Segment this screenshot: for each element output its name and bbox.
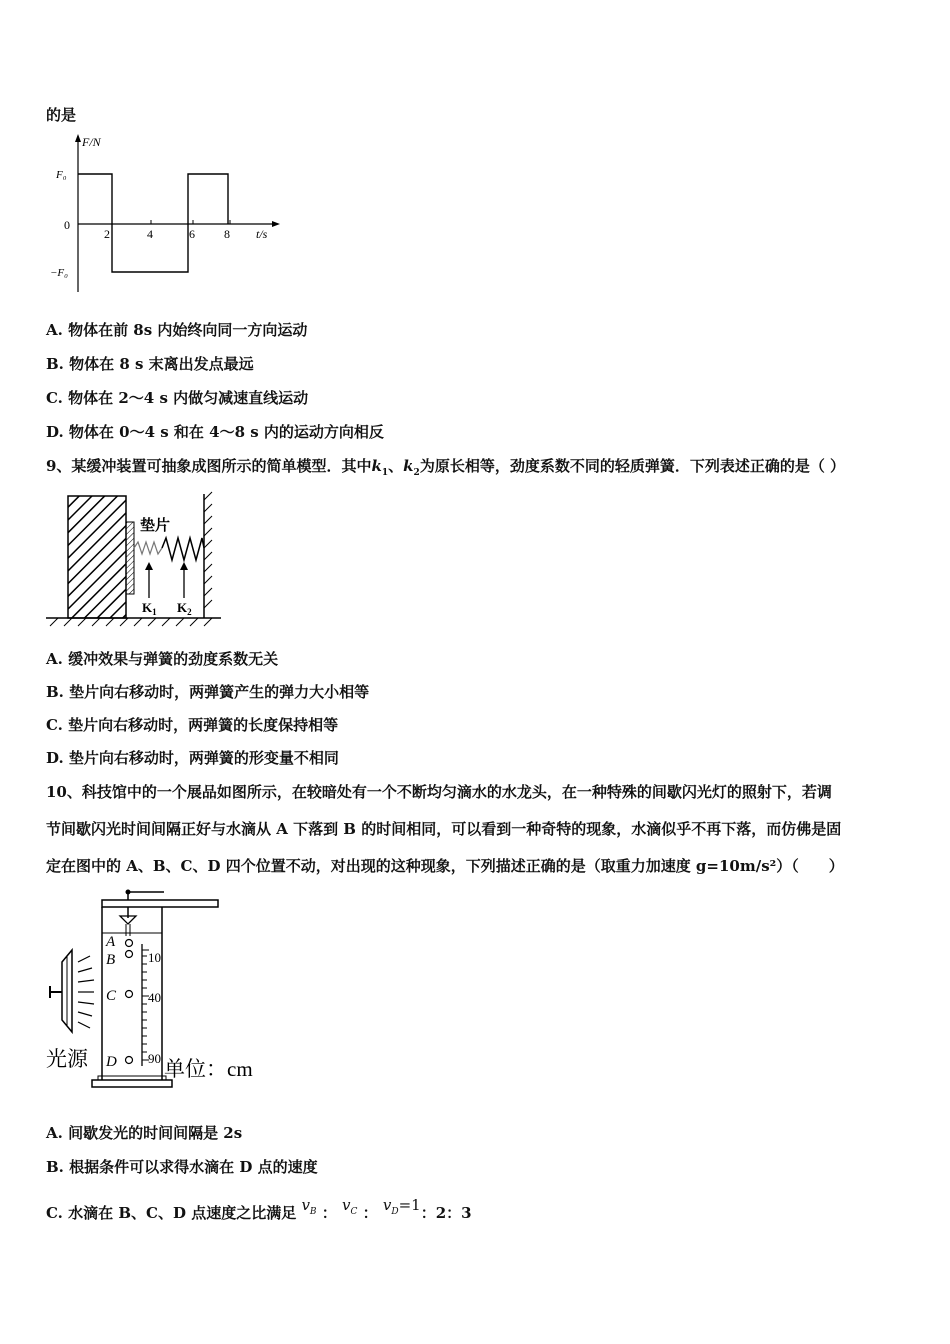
q9-option-a: A. 缓冲效果与弹簧的劲度系数无关 <box>46 650 279 668</box>
q8-option-d: D. 物体在 0～4 s 和在 4～8 s 内的运动方向相反 <box>46 423 384 441</box>
q10-stem-line1: 10、科技馆中的一个展品如图所示，在较暗处有一个不断均匀滴水的水龙头，在一种特殊的间歇闪光灯的照射下，若调 <box>46 783 832 801</box>
scale-90: 90 <box>148 1051 161 1066</box>
k2-label: $K_2$ <box>177 600 192 617</box>
q9-option-d: D. 垫片向右移动时，两弹簧的形变量不相同 <box>46 749 339 767</box>
dripping-faucet-diagram <box>44 886 284 1108</box>
q10-stem-line3: 定在图中的 A、B、C、D 四个位置不动，对出现的这种现象，下列描述正确的是（取重力加速度 g=10m/s²）（ ） <box>46 857 844 875</box>
buffer-device-diagram <box>46 490 226 630</box>
q9-stem: 9、某缓冲装置可抽象成图所示的简单模型．其中$k_1$、$k_2$为原长相等，劲度系数不同的轻质弹簧．下列表述正确的是（ ） <box>46 457 846 478</box>
q10-stem-line2: 节间歇闪光时间间隔正好与水滴从 A 下落到 B 的时间相同，可以看到一种奇特的现象，水滴似乎不再下落，而仿佛是固 <box>46 820 842 838</box>
x-tick-2: 2 <box>104 227 110 241</box>
block <box>68 496 126 618</box>
label-c: C <box>106 988 117 1004</box>
q9-option-c: C. 垫片向右移动时，两弹簧的长度保持相等 <box>46 716 339 734</box>
drop-a <box>126 940 133 947</box>
x-axis-label: t/s <box>256 227 268 241</box>
q10-option-a: A. 间歇发光的时间间隔是 2s <box>46 1124 243 1142</box>
scale-40: 40 <box>148 990 161 1005</box>
q9-option-b: B. 垫片向右移动时，两弹簧产生的弹力大小相等 <box>46 683 370 701</box>
scale-10: 10 <box>148 950 161 965</box>
pad <box>126 522 134 594</box>
y-tick-bottom: −F₀ <box>50 267 68 279</box>
drop-b <box>126 951 133 958</box>
label-d: D <box>106 1054 117 1070</box>
y-tick-zero: 0 <box>64 218 70 232</box>
force-time-graph <box>48 132 288 294</box>
q8-option-c: C. 物体在 2～4 s 内做匀减速直线运动 <box>46 389 309 407</box>
x-tick-8: 8 <box>224 227 230 241</box>
unit-label: 单位：cm <box>164 1057 253 1081</box>
q8-option-b: B. 物体在 8 s 末离出发点最远 <box>46 355 254 373</box>
drop-d <box>126 1057 133 1064</box>
question-tail: 的是 <box>46 106 77 124</box>
pad-label: 垫片 <box>140 518 171 534</box>
x-tick-6: 6 <box>189 227 195 241</box>
label-a: A <box>106 934 116 950</box>
q8-option-a: A. 物体在前 8s 内始终向同一方向运动 <box>46 321 308 339</box>
light-source-label: 光源 <box>46 1047 88 1071</box>
drop-c <box>126 991 133 998</box>
label-b: B <box>106 952 116 968</box>
spring-k1 <box>134 542 162 554</box>
x-tick-4: 4 <box>147 227 153 241</box>
q10-option-c: C. 水滴在 B、C、D 点速度之比满足 $v_B$ ： $v_C$ ： $v_D=1$：2：3 <box>46 1196 472 1222</box>
force-curve <box>78 174 228 272</box>
y-axis-label: F/N <box>82 135 101 149</box>
k1-label: $K_1$ <box>142 600 157 617</box>
q10-option-b: B. 根据条件可以求得水滴在 D 点的速度 <box>46 1158 318 1176</box>
spring-k2 <box>162 538 204 560</box>
y-tick-top: F₀ <box>56 169 67 181</box>
